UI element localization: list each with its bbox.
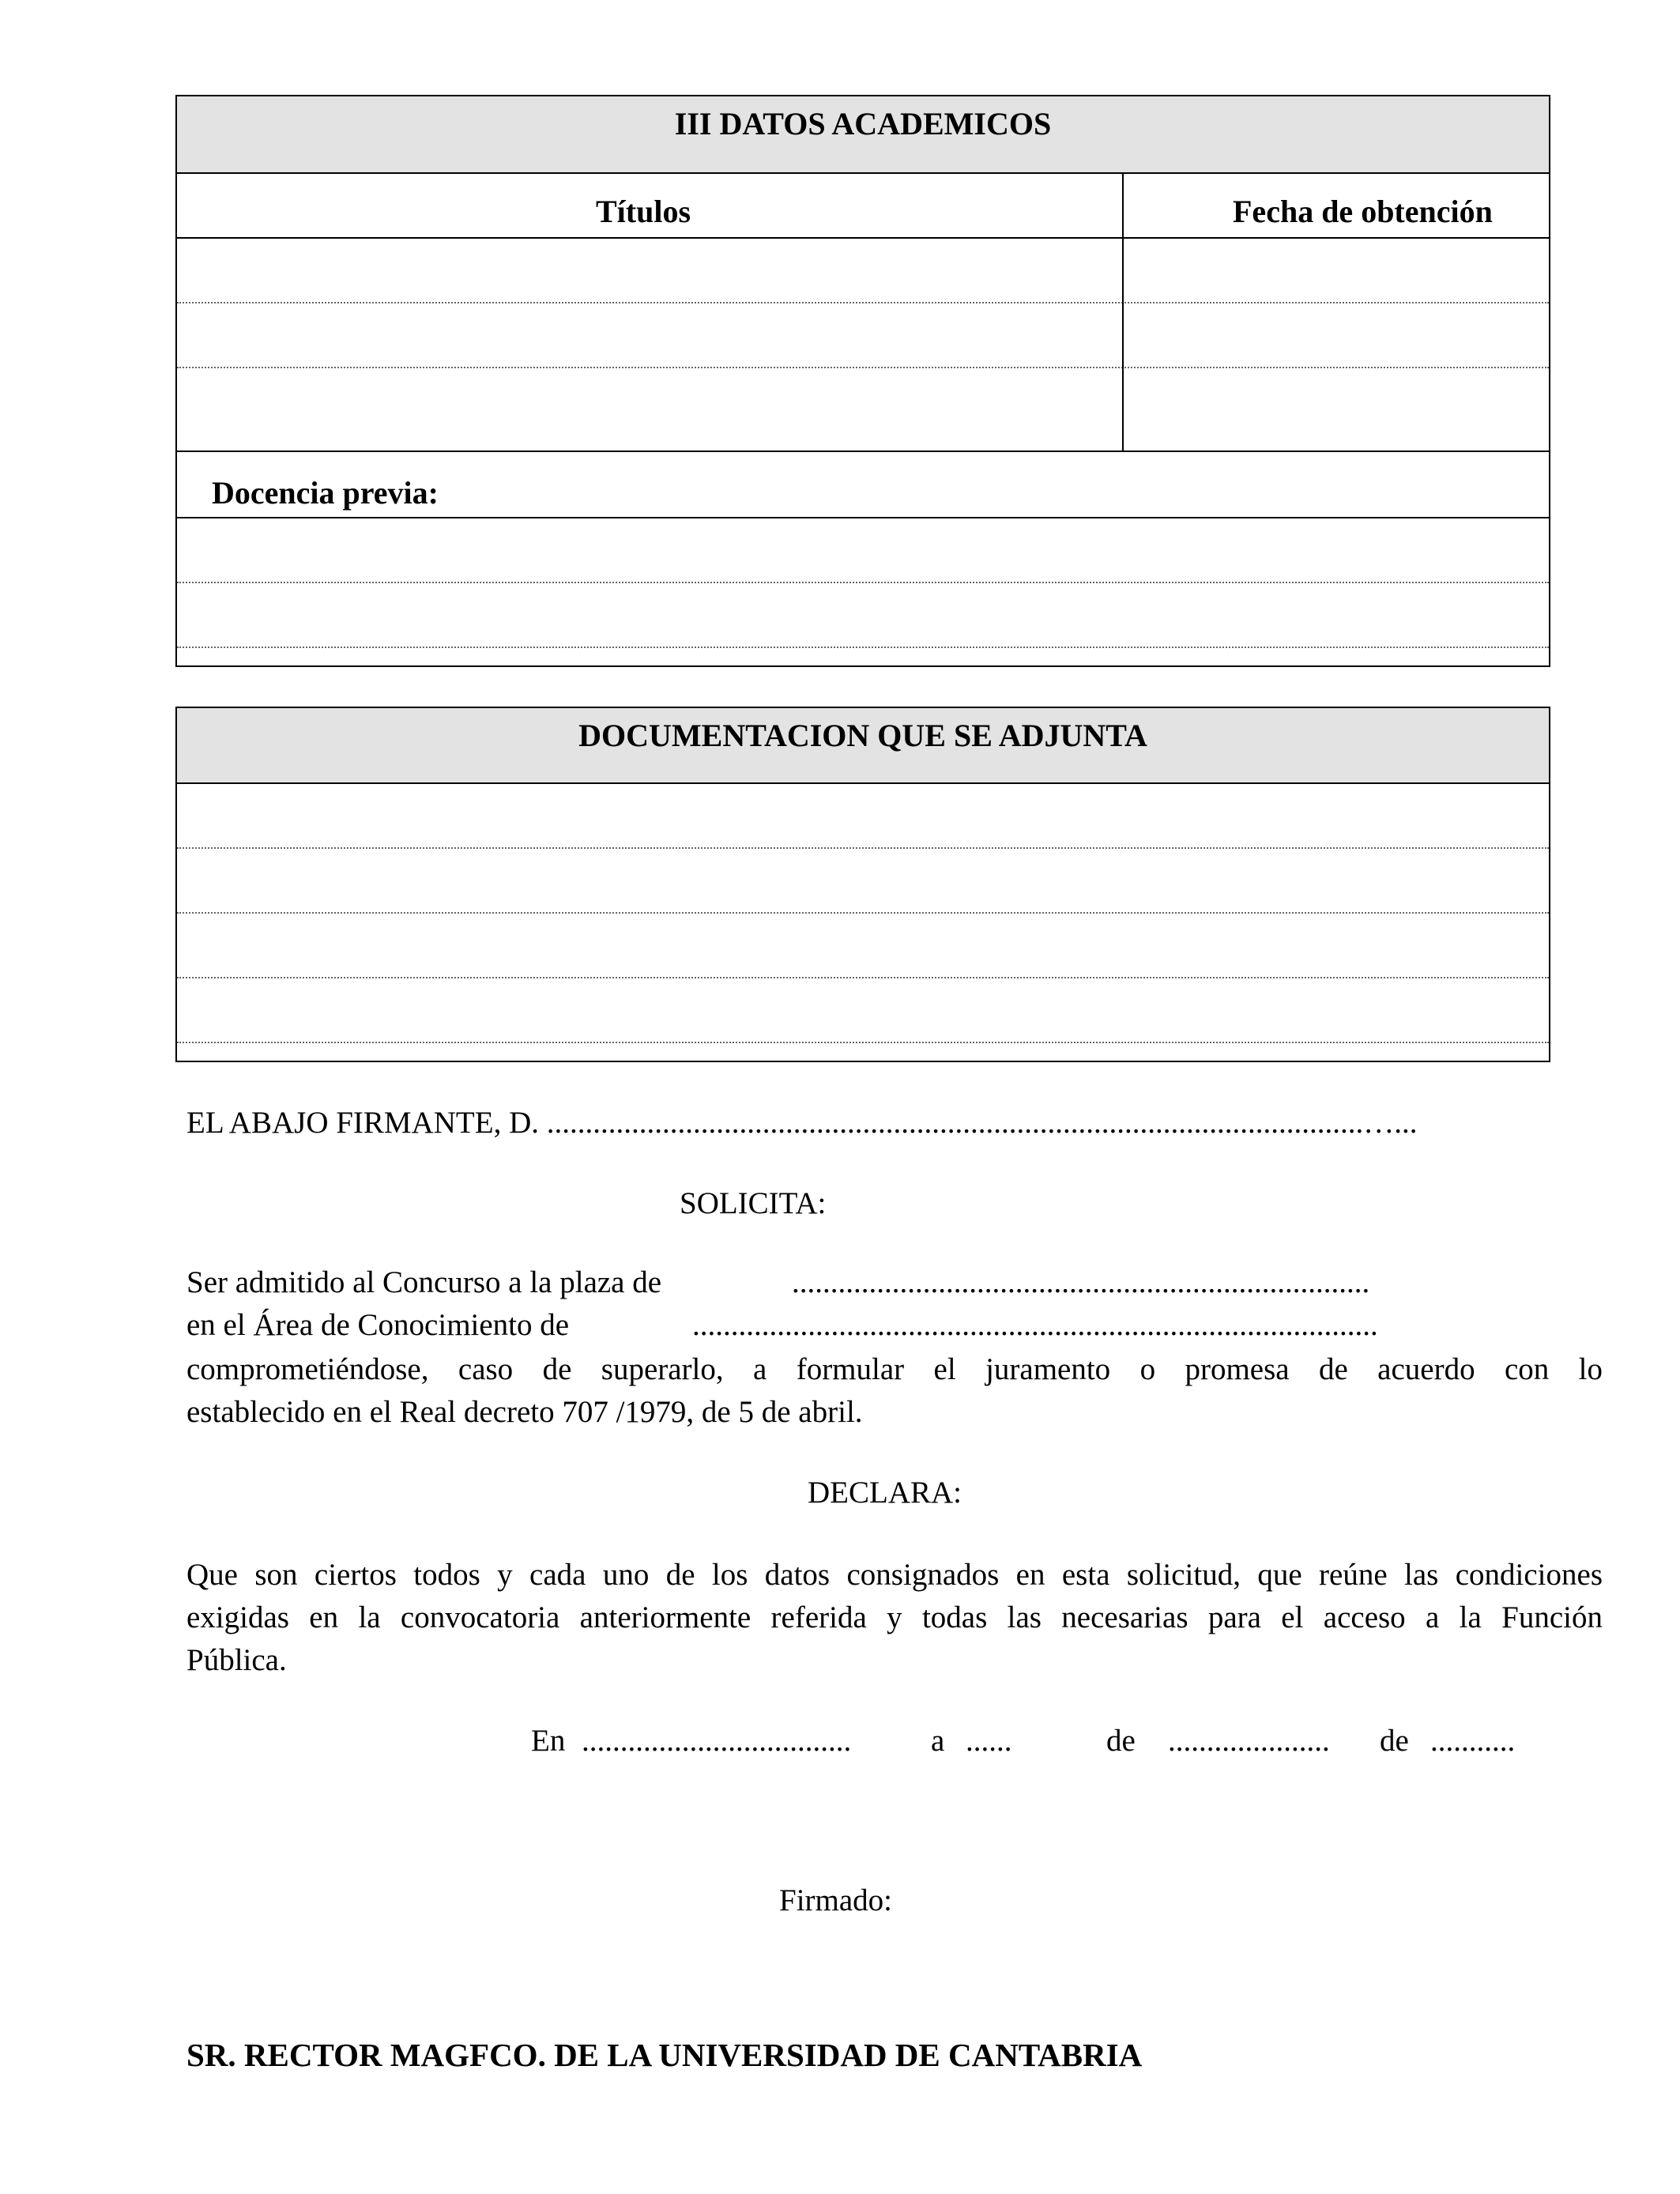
anio-field[interactable]: ...........: [1430, 1724, 1516, 1758]
destinatario: SR. RECTOR MAGFCO. DE LA UNIVERSIDAD DE CANTABRIA: [186, 2037, 1143, 2073]
documento-row-1-line: [177, 847, 1549, 849]
docencia-previa-label: Docencia previa:: [212, 475, 439, 511]
datos-academicos-header: [177, 96, 1549, 174]
a-label: a: [931, 1724, 945, 1758]
titulos-column-header: Títulos: [596, 194, 691, 229]
column-divider: [1122, 172, 1124, 452]
titulo-row-2-line: [177, 367, 1549, 368]
dia-field[interactable]: ......: [966, 1724, 1012, 1758]
solicita-heading: SOLICITA:: [680, 1186, 827, 1220]
divider: [177, 237, 1549, 239]
documento-row-2-line: [177, 912, 1549, 914]
compromiso-line-2: establecido en el Real decreto 707 /1979, de 5 de abril.: [186, 1395, 863, 1429]
datos-academicos-title: III DATOS ACADEMICOS: [674, 106, 1052, 141]
de-label-1: de: [1106, 1724, 1136, 1758]
documentacion-header: [177, 708, 1549, 784]
declara-line-1: Que son ciertos todos y cada uno de los datos consignados en esta solicitud, que reúne las condiciones: [186, 1558, 1603, 1592]
documento-row-4-line: [177, 1042, 1549, 1043]
fecha-obtencion-column-header: Fecha de obtención: [1233, 194, 1493, 229]
datos-academicos-section: [175, 95, 1550, 667]
plaza-field[interactable]: ...........................................................................: [792, 1265, 1370, 1299]
declara-line-2: exigidas en la convocatoria anteriormente referida y todas las necesarias para el acceso a la Función: [186, 1600, 1603, 1634]
docencia-row-2-line: [177, 647, 1549, 648]
firmante-name-field[interactable]: ..........................................................................................................…...: [546, 1106, 1418, 1140]
documentacion-section: [175, 707, 1550, 1062]
en-label: En: [531, 1724, 566, 1758]
compromiso-line-1: comprometiéndose, caso de superarlo, a formular el juramento o promesa de acuerdo con lo: [186, 1352, 1603, 1386]
plaza-label: Ser admitido al Concurso a la plaza de: [186, 1265, 662, 1299]
firmado-label: Firmado:: [779, 1883, 892, 1917]
de-label-2: de: [1380, 1724, 1409, 1758]
area-field[interactable]: .........................................................................................: [692, 1308, 1378, 1342]
firmante-label: EL ABAJO FIRMANTE, D.: [186, 1106, 539, 1140]
divider: [177, 517, 1549, 518]
declara-heading: DECLARA:: [808, 1476, 962, 1510]
compromiso-paragraph: [186, 1348, 1603, 1434]
area-label: en el Área de Conocimiento de: [186, 1308, 570, 1342]
declara-paragraph: [186, 1554, 1603, 1682]
mes-field[interactable]: .....................: [1168, 1724, 1330, 1758]
firmante-line: [186, 1105, 1418, 1140]
declara-line-3: Pública.: [186, 1643, 287, 1677]
documentacion-title: DOCUMENTACION QUE SE ADJUNTA: [578, 718, 1147, 753]
lugar-field[interactable]: ...................................: [582, 1724, 852, 1758]
divider: [177, 450, 1549, 452]
documento-row-3-line: [177, 977, 1549, 978]
titulo-row-1-line: [177, 302, 1549, 303]
docencia-row-1-line: [177, 582, 1549, 583]
